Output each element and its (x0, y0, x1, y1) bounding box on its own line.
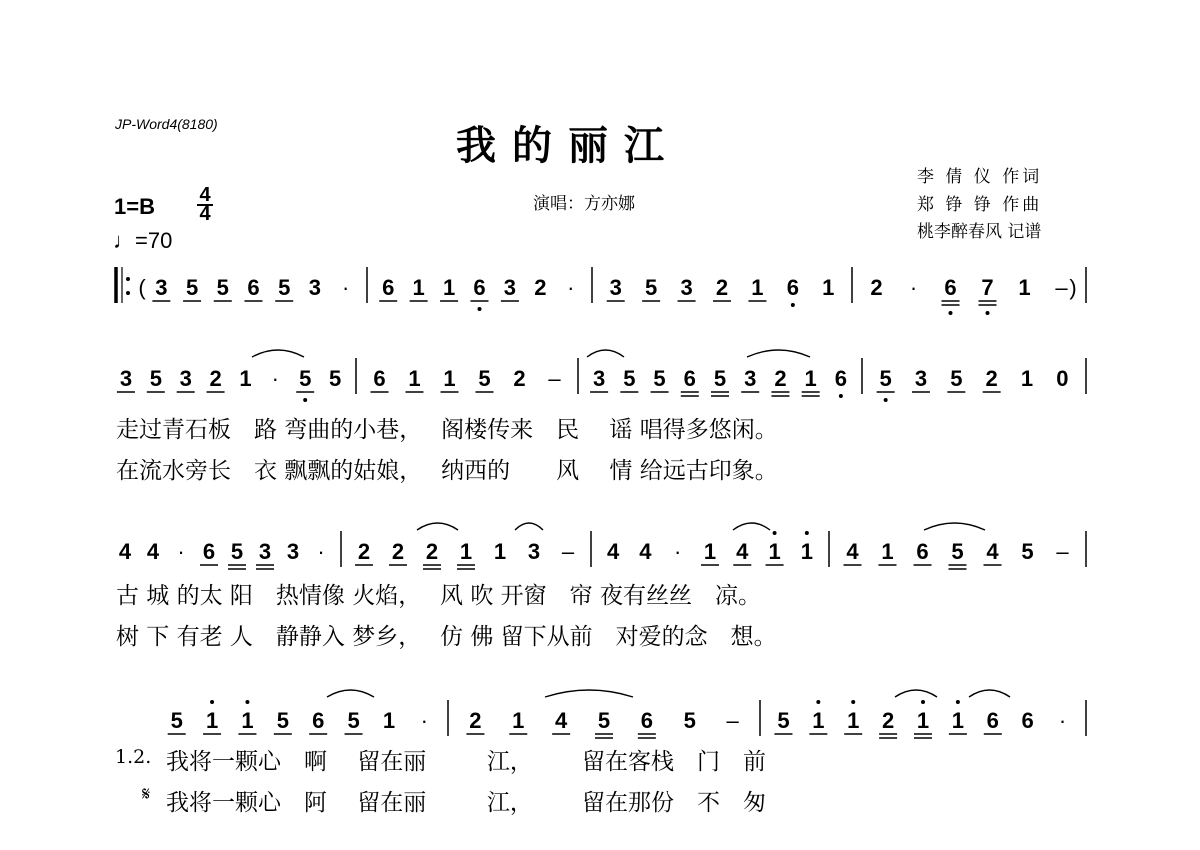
lyric-line: 在流水旁长 衣 飘飘的姑娘， 纳西的 风 情 给远古印象。 (116, 458, 778, 484)
octave-low-dot (303, 398, 307, 402)
note-digit: 1 (205, 708, 219, 733)
note-digit: 1 (382, 708, 396, 733)
note-digit: 5 (623, 366, 636, 391)
sustain-dash: – (561, 539, 575, 564)
note-digit: 3 (155, 275, 168, 300)
note-digit: 6 (986, 708, 999, 733)
augmentation-dot: · (177, 539, 185, 564)
open-paren: ( (138, 275, 146, 300)
note-digit: 6 (473, 275, 486, 300)
note-digit: 1 (951, 708, 965, 733)
note-digit: 3 (286, 539, 300, 564)
sustain-dash: – (1056, 539, 1069, 564)
slur (587, 350, 624, 357)
note-digit: 3 (258, 539, 272, 564)
note-digit: 6 (1021, 708, 1034, 733)
slur (417, 523, 458, 530)
note-digit: 6 (247, 275, 260, 300)
note-digit: 2 (425, 539, 439, 564)
note-digit: 1 (847, 708, 860, 733)
augmentation-dot: · (317, 539, 325, 564)
note-digit: 2 (881, 708, 895, 733)
octave-high-dot (245, 700, 249, 704)
key-signature: 1=B (114, 194, 155, 219)
note-digit: 1 (1018, 275, 1031, 300)
note-digit: 3 (609, 275, 622, 300)
note-digit: 5 (950, 366, 963, 391)
note-digit: 2 (469, 708, 482, 733)
note-digit: 1 (408, 366, 421, 391)
note-digit: 1 (459, 539, 473, 564)
transcriber-credit: 桃李醉春风 记谱 (917, 222, 1042, 242)
sustain-dash: – (1055, 275, 1068, 300)
octave-high-dot (805, 531, 809, 535)
octave-high-dot (956, 700, 960, 704)
note-digit: 3 (308, 275, 322, 300)
note-digit: 2 (715, 275, 729, 300)
note-digit: 5 (683, 708, 696, 733)
note-digit: 2 (985, 366, 998, 391)
note-digit: 6 (916, 539, 929, 564)
lyric-line: 古 城 的太 阳 热情像 火焰， 风 吹 开窗 帘 夜有丝丝 凉。 (116, 583, 761, 609)
slur (545, 690, 633, 697)
note-digit: 1 (881, 539, 894, 564)
sustain-dash: – (548, 366, 561, 391)
note-digit: 5 (478, 366, 491, 391)
note-digit: 6 (382, 275, 395, 300)
note-digit: 1 (1020, 366, 1034, 391)
note-digit: 5 (170, 708, 183, 733)
octave-high-dot (773, 531, 777, 535)
octave-low-dot (791, 303, 795, 307)
slur (969, 690, 1010, 697)
augmentation-dot: · (341, 275, 350, 300)
note-digit: 5 (653, 366, 666, 391)
tempo-value: =70 (135, 228, 173, 253)
note-digit: 2 (513, 366, 526, 391)
note-digit: 5 (879, 366, 892, 391)
note-digit: 3 (179, 366, 192, 391)
octave-low-dot (884, 398, 888, 402)
note-digit: 5 (149, 366, 162, 391)
note-digit: 1 (916, 708, 930, 733)
note-digit: 1 (822, 275, 835, 300)
slur (327, 690, 374, 697)
note-digit: 5 (597, 708, 611, 733)
note-digit: 4 (736, 539, 749, 564)
repeat-dot (126, 291, 130, 295)
note-digit: 6 (373, 366, 386, 391)
note-digit: 1 (812, 708, 825, 733)
note-digit: 3 (680, 275, 693, 300)
note-digit: 1 (443, 366, 456, 391)
note-digit: 4 (986, 539, 999, 564)
note-digit: 4 (639, 539, 652, 564)
note-digit: 1 (241, 708, 254, 733)
note-digit: 3 (592, 366, 606, 391)
note-digit: 3 (527, 539, 541, 564)
note-digit: 1 (493, 539, 507, 564)
slur (895, 690, 937, 697)
note-digit: 4 (118, 539, 132, 564)
augmentation-dot: · (420, 708, 428, 733)
note-digit: 6 (834, 366, 848, 391)
note-digit: 2 (774, 366, 787, 391)
note-digit: 1 (703, 539, 717, 564)
octave-low-dot (839, 394, 843, 398)
note-digit: 1 (239, 366, 252, 391)
note-digit: 2 (534, 275, 547, 300)
note-digit: 1 (442, 275, 456, 300)
composer-credit: 郑 铮 铮 作曲 (917, 195, 1043, 215)
note-digit: 1 (804, 366, 817, 391)
close-paren: ) (1069, 275, 1077, 300)
slur (747, 350, 810, 357)
note-digit: 6 (944, 275, 957, 300)
note-digit: 5 (276, 708, 289, 733)
note-digit: 4 (846, 539, 859, 564)
note-digit: 5 (1021, 539, 1034, 564)
note-digit: 4 (607, 539, 620, 564)
note-digit: 6 (312, 708, 325, 733)
note-digit: 5 (777, 708, 790, 733)
note-digit: 1 (512, 708, 525, 733)
note-digit: 2 (870, 275, 883, 300)
note-digit: 5 (216, 275, 229, 300)
lyricist-credit: 李 倩 仪 作词 (917, 167, 1043, 187)
note-digit: 6 (640, 708, 653, 733)
repeat-dot (126, 277, 130, 281)
note-digit: 3 (914, 366, 928, 391)
note-digit: 3 (744, 366, 757, 391)
note-digit: 3 (119, 366, 133, 391)
note-digit: 5 (951, 539, 964, 564)
octave-high-dot (210, 700, 214, 704)
augmentation-dot: · (1058, 708, 1067, 733)
lyric-line: 我将一颗心 阿 留在丽 江， 留在那份 不 匆 (166, 790, 767, 816)
augmentation-dot: · (271, 366, 279, 391)
note-digit: 2 (357, 539, 371, 564)
verse-label: 1.2. (115, 746, 152, 768)
note-digit: 1 (800, 539, 813, 564)
note-digit: 4 (146, 539, 160, 564)
slur (252, 350, 304, 357)
time-signature-bottom: 4 (199, 203, 211, 225)
augmentation-dot: · (567, 275, 575, 300)
augmentation-dot: · (909, 275, 918, 300)
note-digit: 5 (185, 275, 199, 300)
note-digit: 4 (555, 708, 568, 733)
octave-low-dot (986, 311, 990, 315)
lyric-line: 我将一颗心 啊 留在丽 江， 留在客栈 门 前 (166, 749, 767, 775)
note-digit: 5 (299, 366, 312, 391)
slur (733, 523, 770, 530)
note-digit: 2 (391, 539, 405, 564)
note-digit: 6 (202, 539, 216, 564)
note-digit: 1 (751, 275, 764, 300)
note-digit: 5 (645, 275, 658, 300)
singer-credit: 演唱：方亦娜 (533, 194, 635, 214)
augmentation-dot: · (674, 539, 682, 564)
quarter-note-icon: ♩ (113, 228, 135, 253)
note-digit: 7 (981, 275, 994, 300)
lyric-line: 走过青石板 路 弯曲的小巷， 阁楼传来 民 谣 唱得多悠闲。 (116, 417, 778, 443)
sustain-dash: – (726, 708, 739, 733)
slur (924, 523, 985, 530)
lyric-line: 树 下 有老 人 静静入 梦乡， 仿 佛 留下从前 对爱的念 想。 (116, 624, 777, 650)
octave-high-dot (816, 700, 820, 704)
song-title: 我的丽江 (456, 122, 680, 169)
note-digit: 6 (786, 275, 799, 300)
note-digit: 5 (328, 366, 342, 391)
slur (515, 523, 543, 530)
note-digit: 0 (1056, 366, 1069, 391)
octave-high-dot (921, 700, 925, 704)
note-digit: 5 (230, 539, 244, 564)
octave-high-dot (851, 700, 855, 704)
note-digit: 3 (503, 275, 517, 300)
note-digit: 5 (713, 366, 727, 391)
note-digit: 5 (278, 275, 291, 300)
note-digit: 5 (347, 708, 360, 733)
segno-icon: 𝄋 (142, 783, 151, 805)
note-digit: 2 (209, 366, 222, 391)
time-signature-top: 4 (199, 184, 211, 206)
note-digit: 1 (412, 275, 425, 300)
octave-low-dot (478, 307, 482, 311)
note-digit: 6 (683, 366, 696, 391)
octave-low-dot (949, 311, 953, 315)
note-digit: 1 (768, 539, 781, 564)
software-tag: JP-Word4(8180) (115, 116, 218, 132)
